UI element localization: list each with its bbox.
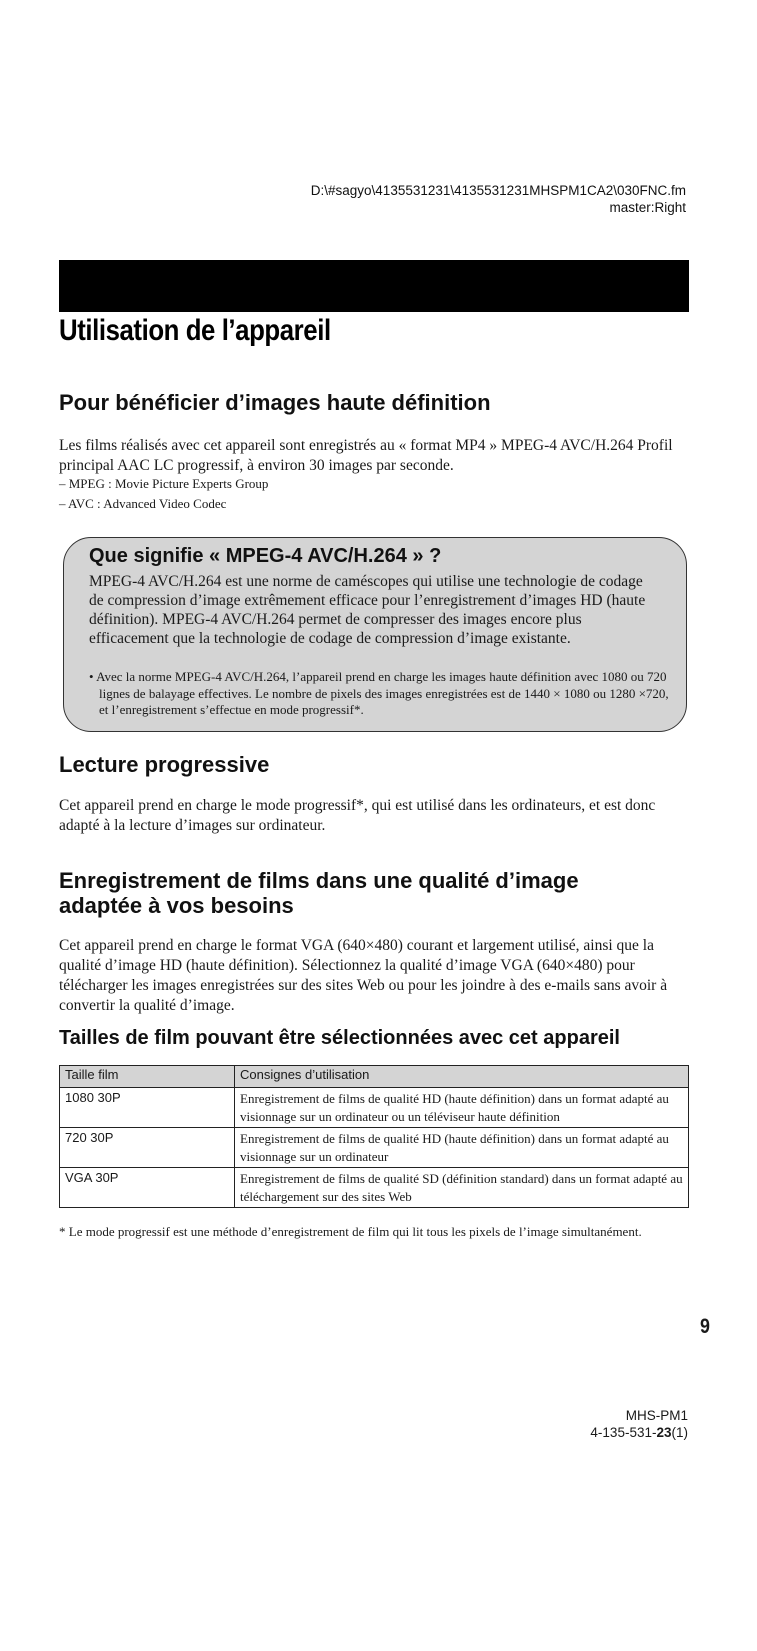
part-number-bold: 23 bbox=[656, 1425, 672, 1440]
section-hd-paragraph: Les films réalisés avec cet appareil sont enregistrés au « format MP4 » MPEG-4 AVC/H.264 Profil principal AAC LC progressif, à environ 30 images par seconde. bbox=[59, 437, 673, 474]
table-header-usage: Consignes d’utilisation bbox=[235, 1066, 689, 1088]
part-number-prefix: 4-135-531- bbox=[590, 1425, 657, 1440]
part-number bbox=[488, 1424, 688, 1441]
table-header-size: Taille film bbox=[60, 1066, 235, 1088]
page-number: 9 bbox=[700, 1315, 710, 1338]
section-progressive-paragraph: Cet appareil prend en charge le mode progressif*, qui est utilisé dans les ordinateurs, et est donc adapté à la lecture d’images sur ordinateur. bbox=[59, 797, 656, 834]
table-cell-usage: Enregistrement de films de qualité SD (définition standard) dans un format adapté au téléchargement sur des sites Web bbox=[235, 1168, 689, 1208]
section-heading-quality-line2: adaptée à vos besoins bbox=[59, 893, 294, 918]
info-box-text: MPEG-4 AVC/H.264 est une norme de caméscopes qui utilise une technologie de codage de compression d’image extrêmement efficace pour l’enregistrement d’images HD (haute définition). MPEG-4 AVC/H.264 permet de compresser des images encore plus efficacement que la technologie de codage de compression d’image existante. bbox=[89, 573, 646, 647]
section-heading-quality-line1: Enregistrement de films dans une qualité d’image bbox=[59, 868, 579, 893]
table-header-row bbox=[60, 1066, 689, 1088]
table-cell-size: VGA 30P bbox=[60, 1168, 235, 1208]
file-header bbox=[166, 182, 686, 216]
movie-size-table bbox=[59, 1065, 689, 1208]
footer-model-info bbox=[488, 1407, 688, 1441]
model-name: MHS-PM1 bbox=[625, 1408, 688, 1423]
section-heading-quality bbox=[59, 868, 579, 918]
table-cell-size: 1080 30P bbox=[60, 1088, 235, 1128]
part-number-suffix: (1) bbox=[671, 1425, 688, 1440]
table-cell-usage: Enregistrement de films de qualité HD (haute définition) dans un format adapté au visionnage sur un ordinateur ou un téléviseur haute définition bbox=[235, 1088, 689, 1128]
title-bar bbox=[59, 260, 689, 312]
table-row bbox=[60, 1128, 689, 1168]
section-hd-note: – MPEG : Movie Picture Experts Group bbox=[59, 476, 269, 491]
page-title: Utilisation de l’appareil bbox=[59, 314, 331, 347]
section-heading-hd: Pour bénéficier d’images haute définition bbox=[59, 390, 491, 415]
table-cell-usage: Enregistrement de films de qualité HD (haute définition) dans un format adapté au visionnage sur un ordinateur bbox=[235, 1128, 689, 1168]
master-label: master:Right bbox=[609, 200, 686, 215]
table-row bbox=[60, 1168, 689, 1208]
info-box-bullet: • Avec la norme MPEG-4 AVC/H.264, l’appareil prend en charge les images haute définition avec 1080 ou 720 lignes de balayage effectives. Le nombre de pixels des images enregistrées est de 1440 × 1080 ou 1280 ×720, et l’enregistrement s’effectue en mode progressif*. bbox=[89, 669, 669, 717]
table-cell-size: 720 30P bbox=[60, 1128, 235, 1168]
table-row bbox=[60, 1088, 689, 1128]
table-heading: Tailles de film pouvant être sélectionnées avec cet appareil bbox=[59, 1027, 620, 1049]
file-path: D:\#sagyo\4135531231\4135531231MHSPM1CA2\030FNC.fm bbox=[310, 183, 686, 198]
footnote: * Le mode progressif est une méthode d’enregistrement de film qui lit tous les pixels de l’image simultanément. bbox=[59, 1224, 642, 1239]
section-quality-paragraph: Cet appareil prend en charge le format VGA (640×480) courant et largement utilisé, ainsi que la qualité d’image HD (haute définition). Sélectionnez la qualité d’image VGA (640×480) pour télécharger les images enregistrées sur des sites Web ou pour les joindre à des e-mails sans avoir à convertir la qualité d’image. bbox=[59, 937, 668, 1014]
section-heading-progressive: Lecture progressive bbox=[59, 752, 270, 777]
section-hd-note: – AVC : Advanced Video Codec bbox=[59, 496, 227, 511]
info-box-title: Que signifie « MPEG-4 AVC/H.264 » ? bbox=[89, 545, 442, 567]
